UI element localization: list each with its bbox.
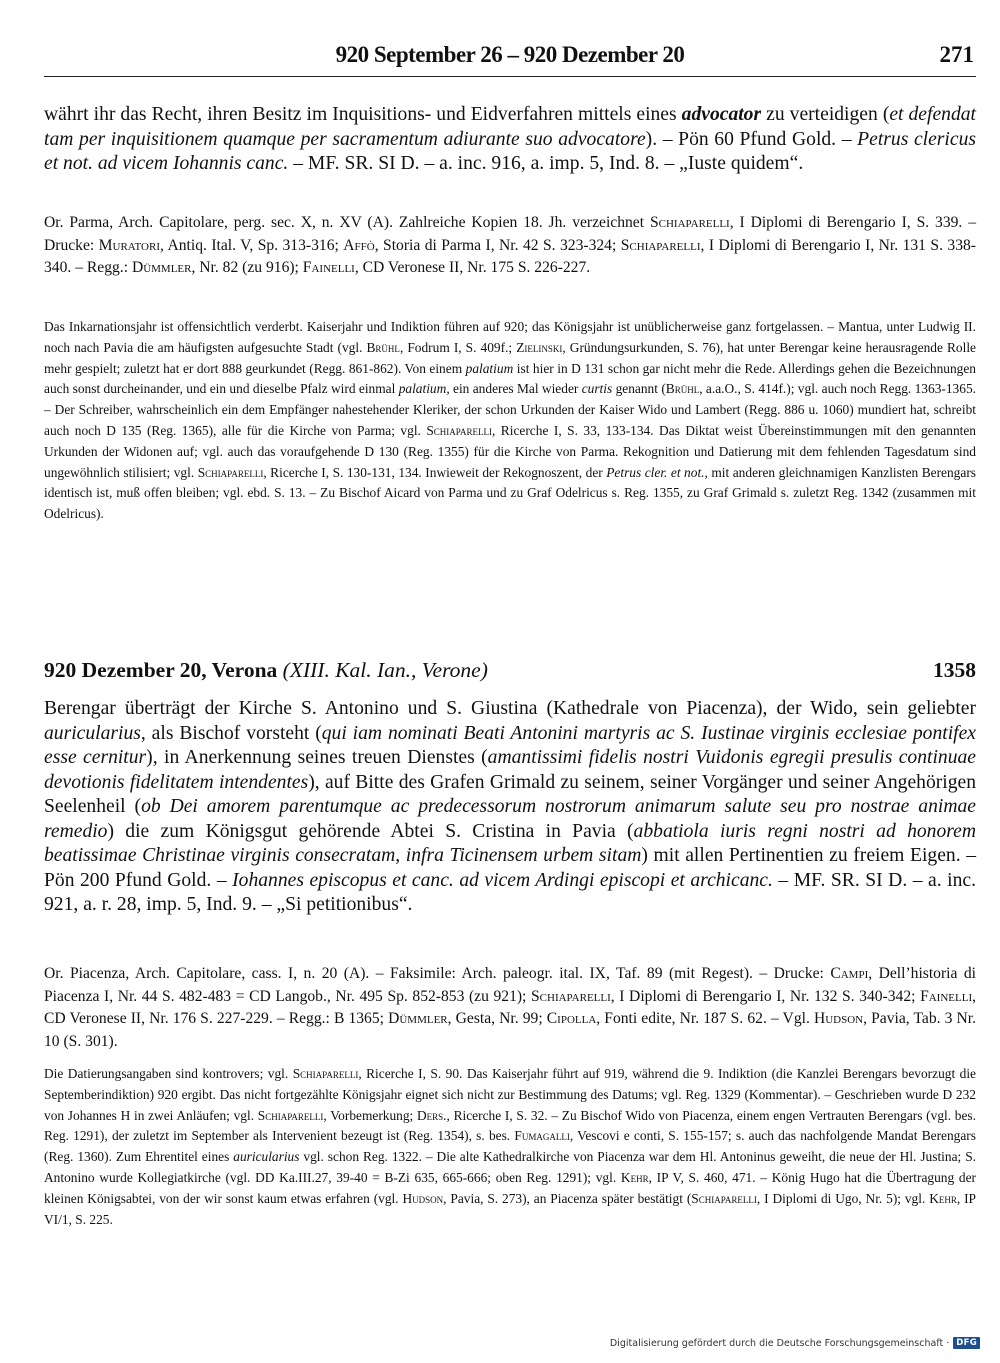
- entry-date-place: 920 Dezember 20, Verona: [44, 658, 278, 682]
- entry-number: 1358: [933, 658, 976, 682]
- entry-regest-text: Berengar überträgt der Kirche S. Antonino und S. Giustina (Kathedrale von Piacenza), der Wido, sein geliebter auricularius, als Bischof vorsteht (qui iam nominati Beati Antonini martyris ac S. Iustinae virginis ecclesiae pontifex esse cernitur), in Anerkennung seines treuen Dienstes (amantissimi fidelis nostri Vuidonis egregii presulis continuae devotionis fidelitatem intendentes), auf Bitte des Grafen Grimald zu seinem, seiner Vorgänger und seiner Angehörigen Seelenheil (ob Dei amorem parentumque ac predecessorum nostrorum animarum salute seu pro nostrae animae remedio) die zum Königsgut gehörende Abtei S. Cristina in Pavia (abbatiola iuris regni nostri ad honorem beatissimae Christinae virginis consecratam, infra Ticinensem urbem sitam) mit allen Pertinentien zu freiem Eigen. – Pön 200 Pfund Gold. – Iohannes episcopus et canc. ad vicem Ardingi episcopi et archicanc. – MF. SR. SI D. – a. inc. 921, a. r. 28, imp. 5, Ind. 9. – „Si petitionibus“.: [44, 698, 977, 915]
- entry-heading: [44, 658, 976, 688]
- entry-original-date: (XIII. Kal. Ian., Verone): [282, 658, 488, 682]
- prev-entry-commentary: Das Inkarnationsjahr ist offensichtlich verderbt. Kaiserjahr und Indiktion führen auf 920; das Königsjahr ist unüblicherweise ganz fortgelassen. – Mantua, unter Ludwig II. noch nach Pavia die am häufigsten aufgesuchte Stadt (vgl. Brühl, Fodrum I, S. 409f.; Zielinski, Gründungsurkunden, S. 76), hat unter Berengar keine herausragende Rolle mehr gespielt; zuletzt hat er dort 888 geurkundet (Regg. 861-862). Von einem palatium ist hier in D 131 schon gar nicht mehr die Rede. Allerdings gehen die Bezeichnungen auch sonst durcheinander, und ein und dieselbe Pfalz wird einmal palatium, ein anderes Mal wieder curtis genannt (Brühl, a.a.O., S. 414f.); vgl. auch noch Regg. 1363-1365. – Der Schreiber, wahrscheinlich ein dem Empfänger nahestehender Kleriker, der schon Urkunden der Kaiser Wido und Lambert (Regg. 886 u. 1060) mundiert hat, schreibt auch noch D 135 (Reg. 1365), alle für die Kirche von Parma; vgl. Schiaparelli, Ricerche I, S. 33, 133-134. Das Diktat weist Übereinstimmungen mit den genannten Urkunden der Widonen auf; vgl. auch das voraufgehende D 130 (Reg. 1355) für die Kirche von Parma. Rekognition und Datierung mit dem fehlenden Tagesdatum sind ungewöhnlich stilisiert; vgl. Schiaparelli, Ricerche I, S. 130-131, 134. Inwieweit der Rekognoszent, der Petrus cler. et not., mit anderen gleichnamigen Kanzlisten Berengars identisch ist, muß offen bleiben; vgl. ebd. S. 13. – Zu Bischof Aicard von Parma und zu Graf Odelricus s. Reg. 1355, zu Graf Grimald s. zuletzt Reg. 1342 (zusammen mit Odelricus).: [44, 319, 976, 522]
- dfg-logo: DFG: [953, 1337, 980, 1349]
- prev-entry-text: währt ihr das Recht, ihren Besitz im Inquisitions- und Eidverfahren mittels eines advocator zu verteidigen (et defendat tam per inquisitionem quamque per sacramentum adiurante suo advocatore). – Pön 60 Pfund Gold. – Petrus clericus et not. ad vicem Iohannis canc. – MF. SR. SI D. – a. inc. 916, a. imp. 5, Ind. 8. – „Iuste quidem“.: [44, 104, 976, 174]
- digitization-footer: [610, 1337, 980, 1349]
- page-number: 271: [939, 42, 974, 67]
- entry-source: Or. Piacenza, Arch. Capitolare, cass. I, n. 20 (A). – Faksimile: Arch. paleogr. ital. IX, Taf. 89 (mit Regest). – Drucke: Campi, Dell’historia di Piacenza I, Nr. 44 S. 482-483 = CD Langob., Nr. 495 Sp. 852-853 (zu 921); Schiaparelli, I Diplomi di Berengario I, Nr. 132 S. 340-342; Fainelli, CD Veronese II, Nr. 176 S. 227-229. – Regg.: B 1365; Dümmler, Gesta, Nr. 99; Cipolla, Fonti edite, Nr. 187 S. 62. – Vgl. Hudson, Pavia, Tab. 3 Nr. 10 (S. 301).: [44, 965, 977, 1050]
- prev-entry-source: Or. Parma, Arch. Capitolare, perg. sec. X, n. XV (A). Zahlreiche Kopien 18. Jh. verzeichnet Schiaparelli, I Diplomi di Berengario I, S. 339. – Drucke: Muratori, Antiq. Ital. V, Sp. 313-316; Affò, Storia di Parma I, Nr. 42 S. 323-324; Schiaparelli, I Diplomi di Berengario I, Nr. 131 S. 338-340. – Regg.: Dümmler, Nr. 82 (zu 916); Fainelli, CD Veronese II, Nr. 175 S. 226-227.: [44, 214, 976, 276]
- footer-text: Digitalisierung gefördert durch die Deutsche Forschungsgemeinschaft ·: [609, 1337, 950, 1349]
- running-header: [44, 38, 976, 77]
- entry-commentary: Die Datierungsangaben sind kontrovers; vgl. Schiaparelli, Ricerche I, S. 90. Das Kaiserjahr führt auf 919, während die 9. Indiktion (die Kanzlei Berengars bevorzugt die Septemberindiktion) 920 ergibt. Das nicht fortgezählte Königsjahr eignet sich nicht zur Bestimmung des Datums; vgl. Reg. 1329 (Kommentar). – Geschrieben wurde D 232 von Johannes H in zwei Anläufen; vgl. Schiaparelli, Vorbemerkung; Ders., Ricerche I, S. 32. – Zu Bischof Wido von Piacenza, einem engen Vertrauten Berengars (vgl. bes. Reg. 1291), der zuletzt im September als Intervenient bezeugt ist (Reg. 1354), s. bes. Fumagalli, Vescovi e conti, S. 155-157; s. auch das nachfolgende Mandat Berengars (Reg. 1360). Zum Ehrentitel eines auricularius vgl. schon Reg. 1322. – Die alte Kathedralkirche von Piacenza war dem Hl. Antoninus geweiht, die neue der Hl. Justina; S. Antonino wurde Kollegiatkirche (vgl. DD Ka.III.27, 39-40 = B-Zi 635, 665-666; oben Reg. 1291); vgl. Kehr, IP V, S. 460, 471. – König Hugo hat die Übertragung der kleinen Königsabtei, von der wir sonst kaum etwas erfahren (vgl. Hudson, Pavia, S. 273), an Piacenza später bestätigt (Schiaparelli, I Diplomi di Ugo, Nr. 5); vgl. Kehr, IP VI/1, S. 225.: [44, 1066, 976, 1227]
- header-date-range: 920 September 26 – 920 Dezember 20: [335, 42, 685, 67]
